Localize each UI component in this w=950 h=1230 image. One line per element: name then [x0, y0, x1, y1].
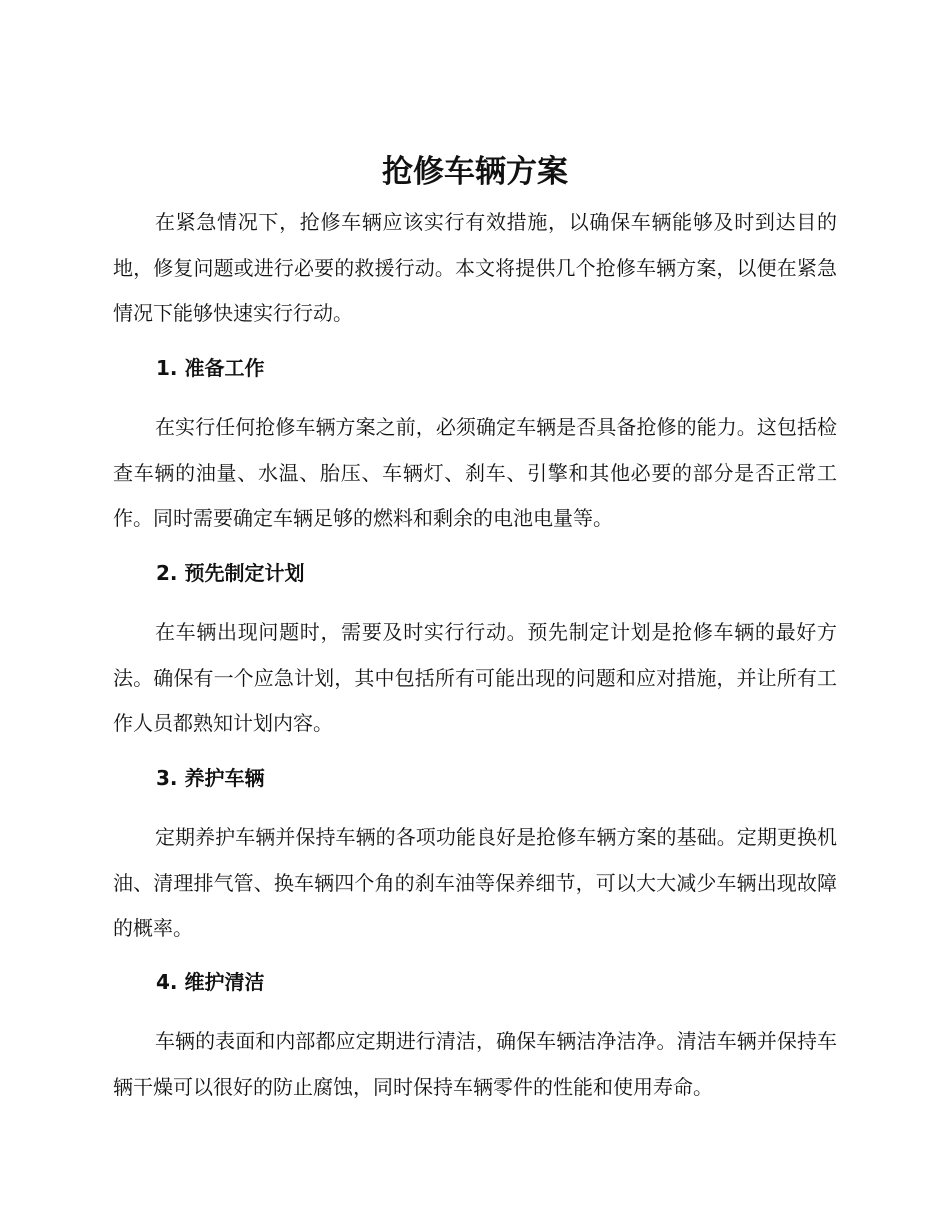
- section-heading-preparation: 1. 准备工作: [156, 356, 265, 380]
- intro-paragraph: 在紧急情况下，抢修车辆应该实行有效措施，以确保车辆能够及时到达目的地，修复问题或进行必要的救援行动。本文将提供几个抢修车辆方案，以便在紧急情况下能够快速实行行动。: [113, 210, 837, 325]
- section-body-cleaning: 车辆的表面和内部都应定期进行清洁，确保车辆洁净洁净。清洁车辆并保持车辆干燥可以很好的防止腐蚀，同时保持车辆零件的性能和使用寿命。: [113, 1029, 837, 1099]
- document-title: 抢修车辆方案: [382, 154, 568, 190]
- section-body-planning: 在车辆出现问题时，需要及时实行行动。预先制定计划是抢修车辆的最好方法。确保有一个应急计划，其中包括所有可能出现的问题和应对措施，并让所有工作人员都熟知计划内容。: [113, 620, 837, 735]
- section-heading-maintenance: 3. 养护车辆: [156, 766, 265, 790]
- section-heading-cleaning: 4. 维护清洁: [156, 970, 265, 994]
- section-heading-planning: 2. 预先制定计划: [156, 561, 305, 585]
- section-body-preparation: 在实行任何抢修车辆方案之前，必须确定车辆是否具备抢修的能力。这包括检查车辆的油量、水温、胎压、车辆灯、刹车、引擎和其他必要的部分是否正常工作。同时需要确定车辆足够的燃料和剩余的电池电量等。: [113, 415, 837, 530]
- section-body-maintenance: 定期养护车辆并保持车辆的各项功能良好是抢修车辆方案的基础。定期更换机油、清理排气管、换车辆四个角的刹车油等保养细节，可以大大减少车辆出现故障的概率。: [113, 825, 837, 940]
